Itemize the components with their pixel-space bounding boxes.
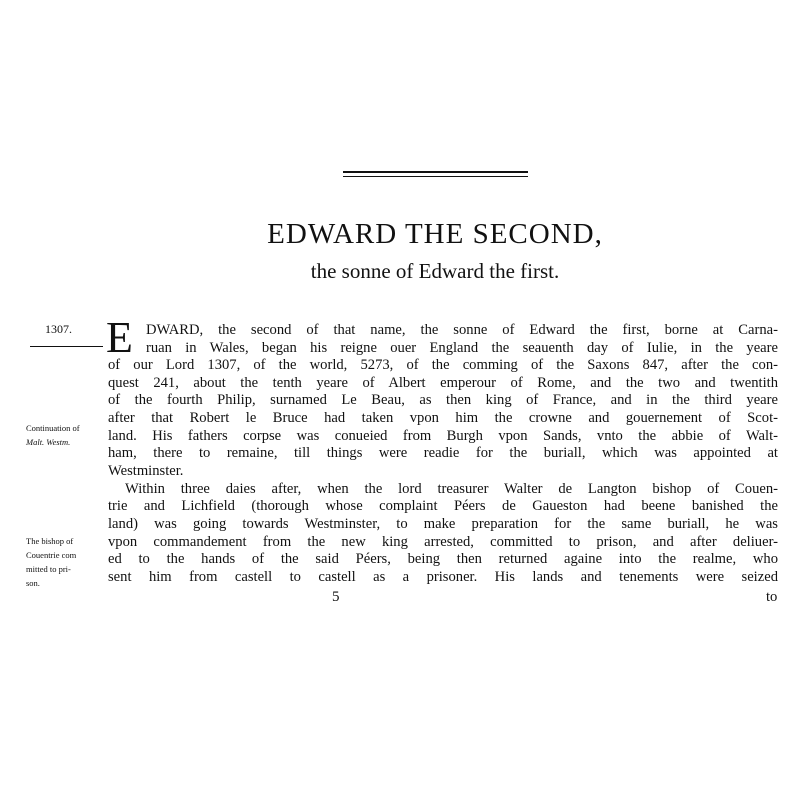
body-line: ed to the hands of the said Péers, being then returned againe into the realme, who bbox=[108, 551, 778, 567]
body-line: sent him from castell to castell as a prisoner. His lands and tenements were seized bbox=[108, 569, 778, 585]
body-line: DWARD, the second of that name, the sonne of Edward the first, borne at Carna- bbox=[146, 322, 778, 338]
body-line: of our Lord 1307, of the world, 5273, of the comming of the Saxons 847, after the con- bbox=[108, 357, 778, 373]
body-line: ham, there to remaine, till things were readie for the buriall, which was appointed at bbox=[108, 445, 778, 461]
body-line: land. His fathers corpse was conueied from Burgh vpon Sands, vnto the abbie of Walt- bbox=[108, 428, 778, 444]
margin-note-line: The bishop of bbox=[26, 536, 74, 546]
margin-note-line: Malt. Westm. bbox=[26, 437, 71, 447]
chapter-subtitle: the sonne of Edward the first. bbox=[310, 259, 560, 283]
body-line: vpon commandement from the new king arrested, committed to prison, and after deliuer- bbox=[108, 534, 778, 550]
margin-note-line: son. bbox=[26, 578, 40, 588]
margin-note-line: mitted to pri- bbox=[26, 564, 71, 574]
page-number: 5 bbox=[332, 589, 340, 605]
header-rule-thick bbox=[343, 171, 528, 173]
chapter-title: EDWARD THE SECOND, bbox=[267, 218, 603, 250]
header-rule-thin bbox=[343, 176, 528, 177]
catchword: to bbox=[766, 589, 778, 605]
body-line: of the fourth Philip, surnamed Le Beau, as then king of France, and in the third yeare bbox=[108, 392, 778, 408]
margin-year-rule bbox=[30, 346, 103, 347]
margin-note-line: Couentrie com bbox=[26, 550, 77, 560]
drop-cap: E bbox=[106, 313, 133, 362]
body-line: trie and Lichfield (thorough whose complaint Péers de Gaueston had beene banished the bbox=[108, 498, 778, 514]
body-line: Westminster. bbox=[108, 463, 184, 479]
margin-year: 1307. bbox=[45, 322, 72, 336]
margin-note-continuation bbox=[26, 421, 80, 449]
body-line: Within three daies after, when the lord treasurer Walter de Langton bishop of Couen- bbox=[125, 481, 778, 497]
body-line: land) was going towards Westminster, to make preparation for the same buriall, he was bbox=[108, 516, 778, 532]
body-line: after that Robert le Bruce had taken vpon him the crowne and gouernement of Scot- bbox=[108, 410, 778, 426]
margin-note-bishop bbox=[26, 534, 76, 590]
body-line: quest 241, about the tenth yeare of Albert emperour of Rome, and the two and twentith bbox=[108, 375, 778, 391]
body-line: ruan in Wales, began his reigne ouer England the seauenth day of Iulie, in the yeare bbox=[146, 340, 778, 356]
margin-note-line: Continuation of bbox=[26, 423, 80, 433]
